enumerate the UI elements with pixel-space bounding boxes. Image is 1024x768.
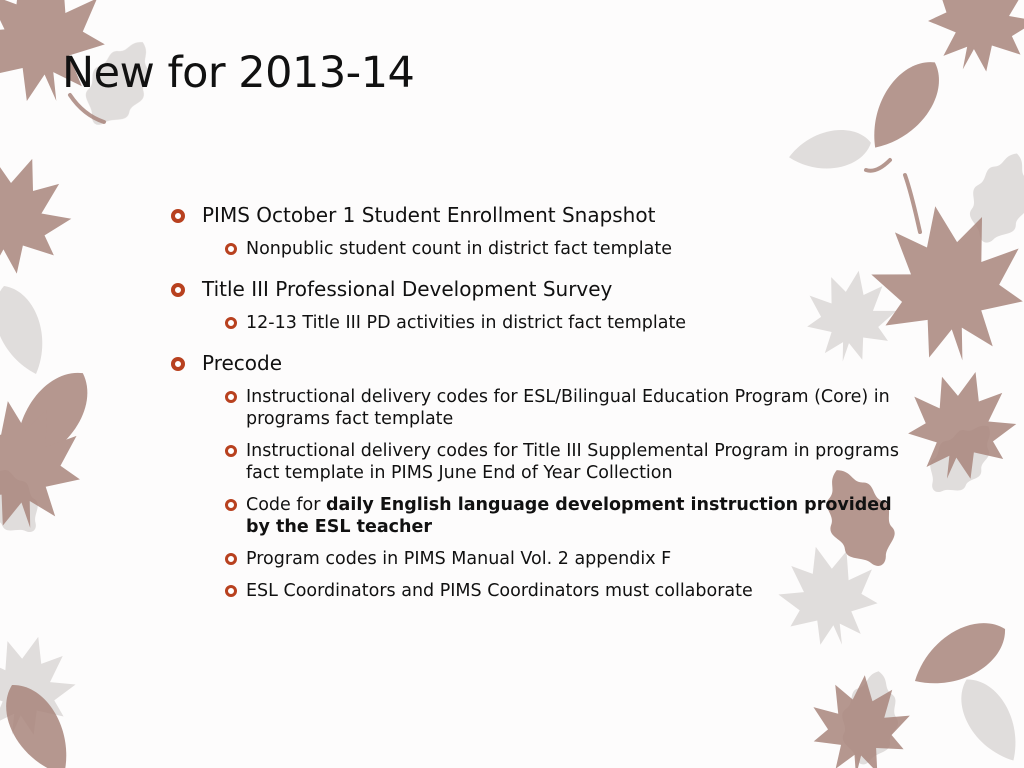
bullet-text: PIMS October 1 Student Enrollment Snapshot bbox=[202, 203, 656, 227]
hollow-circle-bullet-icon bbox=[225, 391, 237, 403]
bullet-item bbox=[170, 350, 930, 376]
sub-bullet-item bbox=[224, 494, 906, 538]
hollow-circle-bullet-icon bbox=[225, 243, 237, 255]
sub-bullet-item bbox=[224, 548, 906, 570]
sub-bullet-text: 12-13 Title III PD activities in district fact template bbox=[246, 313, 687, 333]
sub-bullet-item bbox=[224, 440, 906, 484]
sub-bullet-list bbox=[224, 386, 930, 602]
sub-bullet-item bbox=[224, 386, 906, 430]
hollow-circle-bullet-icon bbox=[225, 585, 237, 597]
hollow-circle-bullet-icon bbox=[171, 283, 185, 297]
hollow-circle-bullet-icon bbox=[171, 209, 185, 223]
bullet-text: Precode bbox=[202, 351, 283, 375]
bullet-item bbox=[170, 276, 930, 302]
hollow-circle-bullet-icon bbox=[225, 553, 237, 565]
sub-bullet-text-bold: daily English language development instruction provided by the ESL teacher bbox=[246, 495, 892, 537]
hollow-circle-bullet-icon bbox=[225, 445, 237, 457]
sub-bullet-list bbox=[224, 238, 930, 260]
sub-bullet-text: ESL Coordinators and PIMS Coordinators must collaborate bbox=[246, 581, 753, 601]
sub-bullet-item bbox=[224, 312, 906, 334]
bullet-item bbox=[170, 202, 930, 228]
sub-bullet-list bbox=[224, 312, 930, 334]
bullet-text: Title III Professional Development Survey bbox=[202, 277, 613, 301]
hollow-circle-bullet-icon bbox=[225, 499, 237, 511]
slide-title: New for 2013-14 bbox=[62, 48, 415, 98]
sub-bullet-text: Instructional delivery codes for Title III Supplemental Program in programs fact template in PIMS June End of Year Collection bbox=[246, 441, 899, 483]
sub-bullet-text-prefix: Code for bbox=[246, 495, 326, 515]
sub-bullet-item bbox=[224, 580, 906, 602]
sub-bullet-text: Nonpublic student count in district fact template bbox=[246, 239, 672, 259]
sub-bullet-item bbox=[224, 238, 906, 260]
sub-bullet-text: Instructional delivery codes for ESL/Bilingual Education Program (Core) in programs fact template bbox=[246, 387, 890, 429]
bullet-list bbox=[170, 200, 930, 602]
sub-bullet-text: Program codes in PIMS Manual Vol. 2 appendix F bbox=[246, 549, 672, 569]
hollow-circle-bullet-icon bbox=[171, 357, 185, 371]
hollow-circle-bullet-icon bbox=[225, 317, 237, 329]
